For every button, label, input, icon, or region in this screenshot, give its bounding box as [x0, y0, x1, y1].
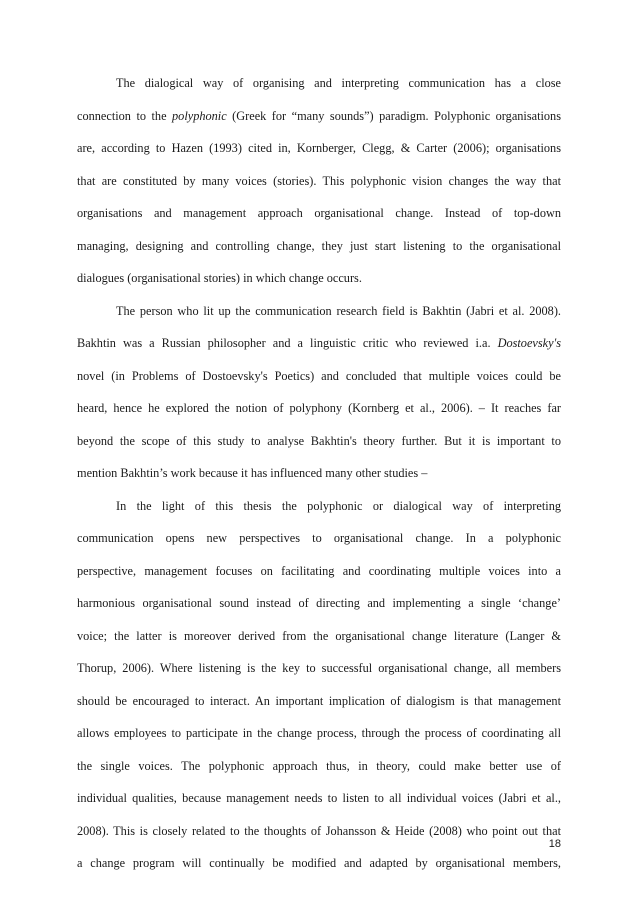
- paragraph-1-line-4: that are constituted by many voices (stories). This polyphonic vision changes the way that: [77, 173, 561, 188]
- paragraph-1-line-1: The dialogical way of organising and interpreting communication has a close: [116, 76, 561, 90]
- paragraph-3-line-8: allows employees to participate in the change process, through the process of coordinating all: [77, 726, 561, 740]
- paragraph-1-line-7: dialogues (organisational stories) in which change occurs.: [77, 271, 362, 285]
- paragraph-2-line-6: mention Bakhtin’s work because it has influenced many other studies –: [77, 466, 428, 480]
- paragraph-3-line-12: a change program will continually be modified and adapted by organisational members,: [77, 856, 561, 870]
- text-run: (Greek for “many sounds”) paradigm. Polyphonic organisations: [226, 108, 561, 123]
- paragraph-1-line-5: organisations and management approach organisational change. Instead of top-down: [77, 206, 561, 220]
- paragraph-1-line-3: are, according to Hazen (1993) cited in, Kornberger, Clegg, & Carter (2006); organisations: [77, 141, 561, 155]
- paragraph-1-line-6: managing, designing and controlling change, they just start listening to the organisational: [77, 238, 561, 253]
- paragraph-3-line-3: perspective, management focuses on facilitating and coordinating multiple voices into a: [77, 563, 561, 578]
- italic-term: Dostoevsky's: [497, 336, 561, 350]
- text-run: Bakhtin was a Russian philosopher and a linguistic critic who reviewed i.a.: [77, 336, 498, 350]
- italic-term: polyphonic: [172, 108, 227, 123]
- paragraph-2-line-4: heard, hence he explored the notion of polyphony (Kornberg et al., 2006). – It reaches far: [77, 401, 561, 415]
- paragraph-2-line-1: The person who lit up the communication research field is Bakhtin (Jabri et al. 2008).: [116, 303, 561, 318]
- body-text: [77, 73, 561, 886]
- page-number: 18: [548, 838, 561, 850]
- paragraph-3-line-4: harmonious organisational sound instead of directing and implementing a single ‘change’: [77, 596, 561, 610]
- paragraph-1-line-2: [77, 106, 561, 139]
- paragraph-3-line-5: voice; the latter is moreover derived from the organisational change literature (Langer &: [77, 628, 561, 643]
- paragraph-2-line-5: beyond the scope of this study to analyse Bakhtin's theory further. But it is important to: [77, 433, 561, 448]
- paragraph-3-line-7: should be encouraged to interact. An important implication of dialogism is that management: [77, 693, 561, 708]
- paragraph-3-line-6: Thorup, 2006). Where listening is the key to successful organisational change, all members: [77, 661, 561, 675]
- text-run: connection to the: [77, 108, 173, 123]
- paragraph-3-line-9: the single voices. The polyphonic approach thus, in theory, could make better use of: [77, 758, 561, 773]
- paragraph-2-line-3: novel (in Problems of Dostoevsky's Poetics) and concluded that multiple voices could be: [77, 368, 561, 383]
- paragraph-3-line-11: 2008). This is closely related to the thoughts of Johansson & Heide (2008) who point out that: [77, 823, 561, 838]
- paragraph-2-line-2: [77, 333, 561, 366]
- paragraph-3-line-2: communication opens new perspectives to organisational change. In a polyphonic: [77, 531, 561, 545]
- paragraph-3-line-1: In the light of this thesis the polyphonic or dialogical way of interpreting: [116, 498, 561, 513]
- paragraph-3-line-10: individual qualities, because management needs to listen to all individual voices (Jabri et al.,: [77, 791, 561, 805]
